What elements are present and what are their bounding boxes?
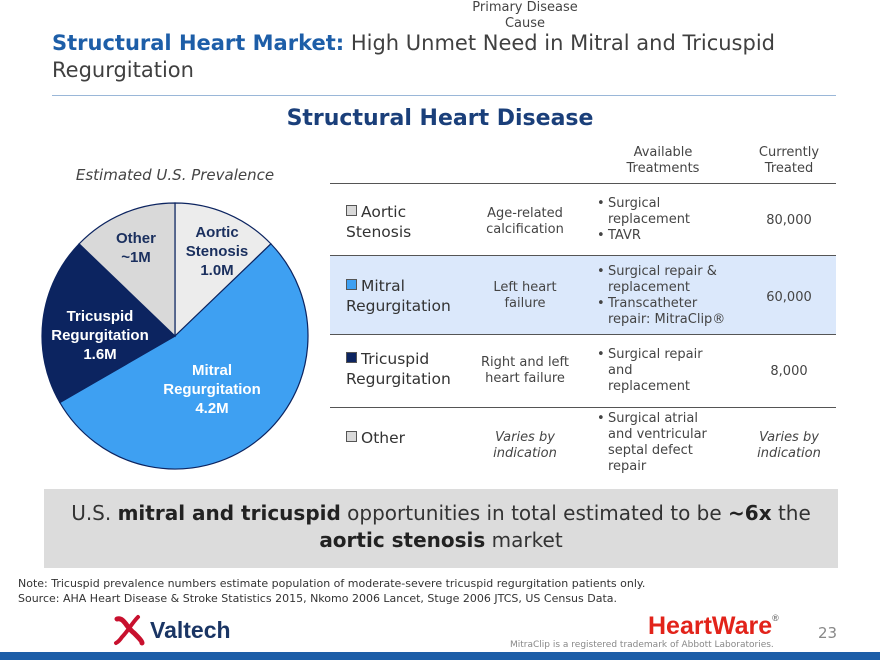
table-row-other xyxy=(330,408,836,488)
header-treated-line2: Treated xyxy=(764,161,814,176)
row-aortic-cause-line2: calcification xyxy=(486,222,564,237)
treatment-item-cont: replacement xyxy=(608,280,691,295)
footnote-note: Note: Tricuspid prevalence numbers estimate population of moderate-severe tricuspid regurgitation patients only. xyxy=(18,577,646,590)
page-number: 23 xyxy=(818,624,838,642)
treatment-item: • TAVR xyxy=(608,228,748,244)
trademark-note: MitraClip is a registered trademark of Abbott Laboratories. xyxy=(510,640,774,650)
row-other-condition xyxy=(346,428,405,448)
legend-swatch xyxy=(346,431,357,442)
summary-bold: mitral and tricuspid xyxy=(117,501,341,525)
row-mitral-condition xyxy=(346,276,451,316)
row-aortic-cause xyxy=(462,206,588,238)
table-row-mitral xyxy=(330,256,836,334)
header-cause xyxy=(462,0,588,40)
legend-swatch xyxy=(346,279,357,290)
row-other-treated xyxy=(742,430,836,462)
row-mitral-treated: 60,000 xyxy=(766,290,812,305)
treatment-item-cont: and ventricular xyxy=(608,427,707,442)
summary-callout xyxy=(44,489,838,568)
table-row-aortic xyxy=(330,184,836,255)
header-cause-line1: Primary Disease xyxy=(472,0,578,15)
slide-title-highlight: Structural Heart Market: xyxy=(52,31,345,55)
row-mitral-treatments xyxy=(596,264,758,328)
row-mitral-cause-line1: Left heart xyxy=(493,280,557,295)
valtech-logo xyxy=(112,613,231,647)
treatment-item-cont: replacement xyxy=(608,212,691,227)
row-aortic-treatments xyxy=(596,196,748,244)
heartware-registered-mark: ® xyxy=(772,613,779,623)
pie-label-other: Other ~1M xyxy=(115,230,157,266)
row-other-treated-line2: indication xyxy=(757,446,821,461)
row-tricuspid-treated: 8,000 xyxy=(770,364,808,379)
pie-label-tricuspid-regurgitation: Tricuspid Regurgitation 1.6M xyxy=(51,308,149,363)
treatment-item-cont: repair xyxy=(608,459,647,474)
table-row-tricuspid xyxy=(330,335,836,407)
treatment-item-cont: replacement xyxy=(608,379,691,394)
section-title: Structural Heart Disease xyxy=(286,106,594,131)
footnote-source: Source: AHA Heart Disease & Stroke Statistics 2015, Nkomo 2006 Lancet, Stuge 2006 JTCS, US Census Data. xyxy=(18,592,618,605)
row-aortic-cond-line2: Stenosis xyxy=(346,223,412,241)
heartware-logo xyxy=(648,612,779,641)
row-tricuspid-cond-line2: Regurgitation xyxy=(346,370,451,388)
row-mitral-cond-line1: Mitral xyxy=(361,277,405,295)
treatment-item-cont: septal defect xyxy=(608,443,693,458)
treatment-item: • Surgical repair & xyxy=(608,264,758,280)
summary-text: market xyxy=(485,528,563,552)
row-other-treated-line1: Varies by xyxy=(759,430,819,445)
summary-text: U.S. xyxy=(71,501,118,525)
row-tricuspid-cause-line2: heart failure xyxy=(485,371,565,386)
treatment-item: • Transcatheter xyxy=(608,296,758,312)
row-other-cond-line1: Other xyxy=(361,429,406,447)
heartware-wordmark: HeartWare xyxy=(648,612,773,640)
row-other-cause xyxy=(462,430,588,462)
valtech-mark-icon xyxy=(112,613,146,647)
slide-title-rest: High Unmet Need in Mitral and Tricuspid Regurgitation xyxy=(52,31,775,82)
row-mitral-cond-line2: Regurgitation xyxy=(346,297,451,315)
row-other-cause-line1: Varies by xyxy=(495,430,555,445)
pie-label-aortic-stenosis: Aortic Stenosis 1.0M xyxy=(185,224,249,279)
treatment-item: • Surgical xyxy=(608,196,748,212)
row-tricuspid-condition xyxy=(346,349,451,389)
row-aortic-cond-line1: Aortic xyxy=(361,203,407,221)
row-aortic-treated: 80,000 xyxy=(766,213,812,228)
pie-label-mitral-regurgitation: Mitral Regurgitation 4.2M xyxy=(163,362,261,417)
row-mitral-cause-line2: failure xyxy=(504,296,546,311)
header-treatments xyxy=(598,145,728,185)
header-treatments-line2: Treatments xyxy=(626,161,700,176)
row-tricuspid-treatments xyxy=(596,347,748,395)
treatment-item: • Surgical atrial xyxy=(608,411,748,427)
legend-swatch xyxy=(346,205,357,216)
row-tricuspid-cause xyxy=(462,355,588,387)
row-mitral-cause xyxy=(462,280,588,312)
header-cause-line2: Cause xyxy=(504,16,546,31)
valtech-wordmark: Valtech xyxy=(150,616,231,643)
summary-bold: ~6x xyxy=(728,501,772,525)
row-aortic-cause-line1: Age-related xyxy=(487,206,563,221)
header-treated xyxy=(742,145,836,185)
summary-text: opportunities in total estimated to be xyxy=(340,501,729,525)
row-other-treatments xyxy=(596,411,748,475)
summary-text: the xyxy=(771,501,811,525)
summary-bold: aortic stenosis xyxy=(319,528,486,552)
treatment-item: • Surgical repair xyxy=(608,347,748,363)
row-other-cause-line2: indication xyxy=(493,446,557,461)
treatment-item-cont: and xyxy=(608,363,633,378)
footnotes xyxy=(18,576,645,606)
legend-swatch xyxy=(346,352,357,363)
row-tricuspid-cond-line1: Tricuspid xyxy=(361,350,430,368)
bottom-bar xyxy=(0,652,880,660)
row-tricuspid-cause-line1: Right and left xyxy=(480,355,569,370)
header-treated-line1: Currently xyxy=(758,145,820,160)
treatment-item-cont: repair: MitraClip® xyxy=(608,312,726,327)
row-aortic-condition xyxy=(346,202,411,242)
header-treatments-line1: Available xyxy=(633,145,693,160)
chart-title: Estimated U.S. Prevalence xyxy=(75,166,275,184)
